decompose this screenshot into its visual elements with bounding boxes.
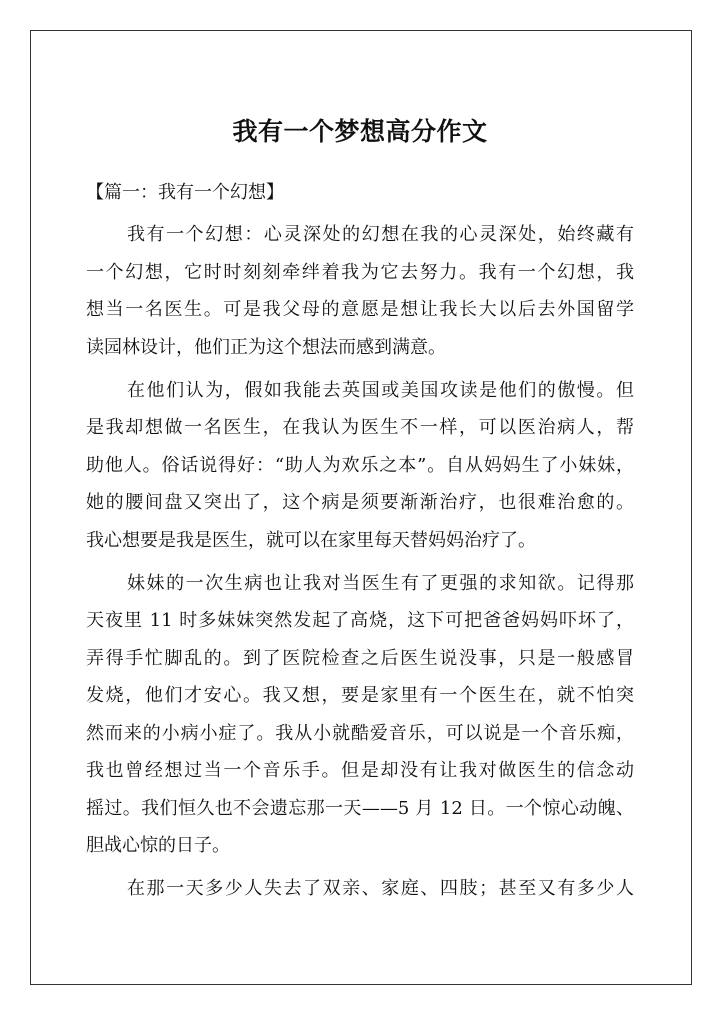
- paragraph-3-line-3: 弄得手忙脚乱的。到了医院检查之后医生说没事，只是一般感冒: [86, 647, 634, 669]
- paragraph-3-line-7: 摇过。我们恒久也不会遗忘那一天——5 月 12 日。一个惊心动魄、: [86, 797, 634, 819]
- paragraph-2-line-4: 她的腰间盘又突出了，这个病是须要渐渐治疗，也很难治愈的。: [86, 492, 634, 513]
- paragraph-1-line-1: 我有一个幻想：心灵深处的幻想在我的心灵深处，始终藏有: [127, 224, 634, 245]
- paragraph-1-line-4: 读园林设计，他们正为这个想法而感到满意。: [86, 336, 446, 358]
- paragraph-2-line-1: 在他们认为，假如我能去英国或美国攻读是他们的傲慢。但: [127, 379, 634, 401]
- paragraph-3-line-5: 然而来的小病小症了。我从小就酷爱音乐，可以说是一个音乐痴，: [86, 722, 634, 744]
- section-heading: 【篇一：我有一个幻想】: [86, 182, 284, 203]
- paragraph-3-line-8: 胆战心惊的日子。: [86, 835, 230, 856]
- paragraph-1-line-2: 一个幻想，它时时刻刻牵绊着我为它去努力。我有一个幻想，我: [86, 261, 634, 283]
- document-title: 我有一个梦想高分作文: [232, 117, 488, 146]
- paragraph-3-line-1: 妹妹的一次生病也让我对当医生有了更强的求知欲。记得那: [127, 572, 634, 594]
- paragraph-3-line-2: 天夜里 11 时多妹妹突然发起了高烧，这下可把爸爸妈妈吓坏了，: [86, 610, 634, 631]
- paragraph-2-line-5: 我心想要是我是医生，就可以在家里每天替妈妈治疗了。: [86, 529, 536, 551]
- paragraph-3-line-6: 我也曾经想过当一个音乐手。但是却没有让我对做医生的信念动: [86, 760, 634, 781]
- paragraph-2-line-2: 是我却想做一名医生，在我认为医生不一样，可以医治病人，帮: [86, 417, 634, 438]
- paragraph-4-line-1: 在那一天多少人失去了双亲、家庭、四肢；甚至又有多少人: [127, 878, 634, 899]
- paragraph-2-line-3: 助他人。俗话说得好：“助人为欢乐之本”。自从妈妈生了小妹妹，: [86, 454, 634, 476]
- paragraph-3-line-4: 发烧，他们才安心。我又想，要是家里有一个医生在，就不怕突: [86, 685, 634, 706]
- document-body: [86, 216, 634, 908]
- paragraph-1-line-3: 想当一名医生。可是我父母的意愿是想让我长大以后去外国留学: [86, 299, 634, 320]
